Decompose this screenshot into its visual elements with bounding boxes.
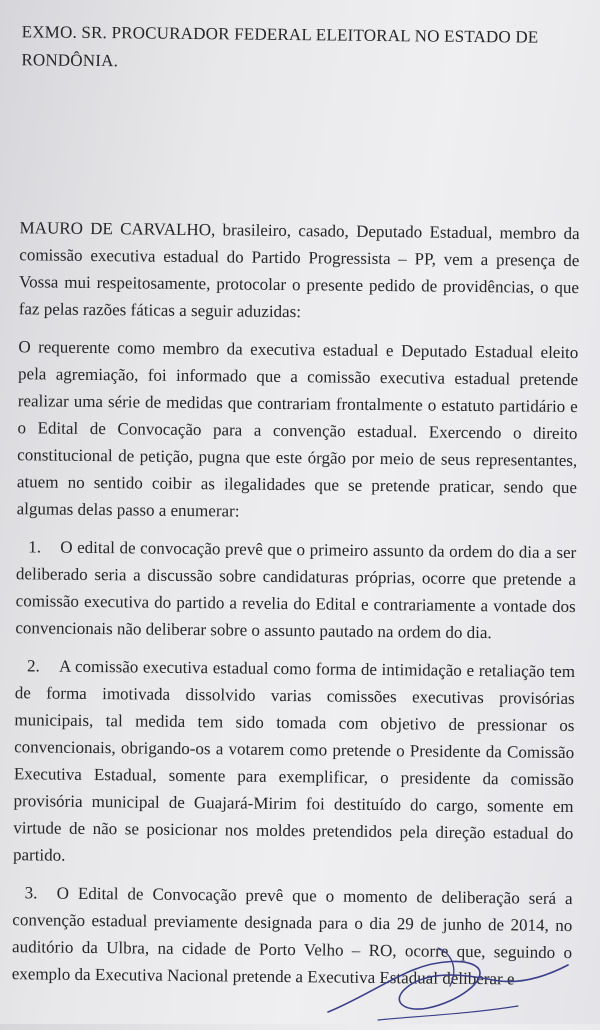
header-line-2: RONDÔNIA.	[21, 50, 119, 71]
intro-text: , brasileiro, casado, Deputado Estadual, membro da comissão executiva estadual do Partido Progressista – PP, vem a presença de Vossa mui respeitosamente, protocolar o presente pedido de providências, o que faz pelas razões fáticas a seguir aduzidas:	[18, 220, 580, 322]
petitioner-name: MAURO DE CARVALHO	[19, 218, 212, 240]
list-item	[13, 652, 575, 874]
handwritten-signature-icon	[318, 940, 578, 1024]
item-text: A comissão executiva estadual como forma de intimidação e retaliação tem de forma imotivada dissolvido varias comissões executivas provisórias municipais, tal medida tem sido tomada com objetivo de pressionar os convencionais, obrigando-os a votarem como pretende o Presidente da Comissão Executiva Estadual, somente para exemplificar, o presidente da comissão provisória municipal de Guajará-Mirim foi destituído do cargo, somente em virtude de não se posicionar nos moldes pretendidos pela direção estadual do partido.	[12, 656, 576, 865]
item-number: 1.	[28, 537, 42, 557]
item-number: 2.	[26, 656, 40, 676]
document-body	[12, 214, 580, 1004]
list-item	[15, 533, 576, 647]
document-header	[21, 18, 587, 80]
header-line-1: EXMO. SR. PROCURADOR FEDERAL ELEITORAL NO ESTADO DE	[21, 22, 539, 47]
item-text: O Edital de Convocação prevê que o momento de deliberação será a convenção estadual previamente designada para o dia 29 de junho de 2014, no auditório da Ulbra, na cidade de Porto Velho – RO, ocorre que, seguindo o exemplo da Executiva Nacional pretende a Executiva Estadual deliberar e	[11, 883, 573, 989]
item-text: O edital de convocação prevê que o primeiro assunto da ordem do dia a ser deliberado seria a discussão sobre candidaturas próprias, ocorre que pretende a comissão executiva do partido a revelia do Edital e contrariamente a vontade dos convencionais não deliberar sobre o assunto pautado na ordem do dia.	[15, 537, 577, 643]
context-paragraph: O requerente como membro da executiva estadual e Deputado Estadual eleito pela agremiação, foi informado que a comissão executiva estadual pretende realizar uma série de medidas que contrariam frontalmente o estatuto partidário e o Edital de Convocação para a convenção estadual. Exercendo o direito constitucional de petição, pugna que este órgão por meio de seus representantes, atuem no sentido coibir as ilegalidades que se pretende praticar, sendo que algumas delas passo a enumerar:	[16, 337, 579, 521]
item-number: 3.	[24, 883, 38, 903]
intro-paragraph	[19, 214, 580, 328]
